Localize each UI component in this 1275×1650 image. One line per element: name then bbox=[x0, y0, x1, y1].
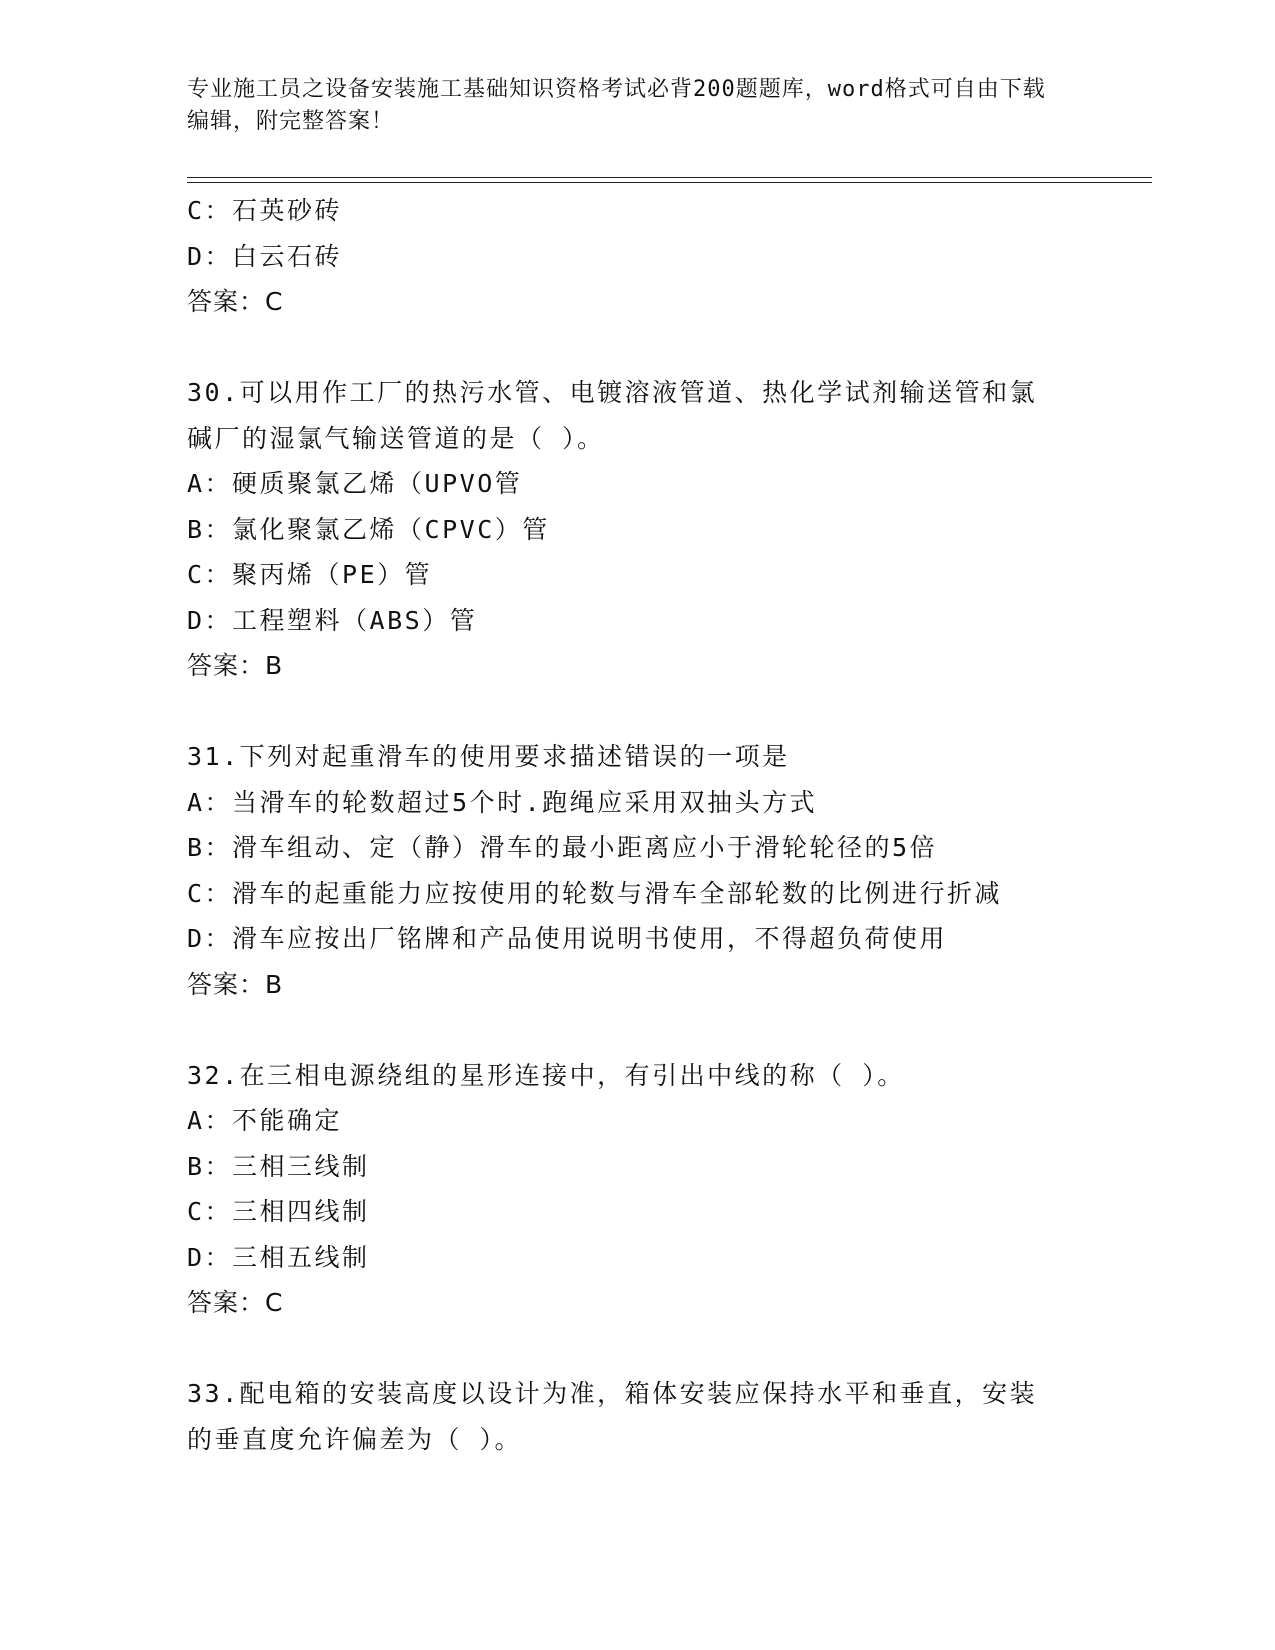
header-rule-top bbox=[187, 177, 1152, 178]
option-d: D：工程塑料（ABS）管 bbox=[187, 605, 478, 635]
option-a: A：硬质聚氯乙烯（UPVO管 bbox=[187, 469, 523, 498]
question-30 bbox=[187, 370, 1087, 689]
question-32 bbox=[187, 1053, 1087, 1326]
document-body bbox=[187, 188, 1087, 1462]
option-d: D：三相五线制 bbox=[187, 1242, 370, 1272]
option-d: D：白云石砖 bbox=[187, 241, 343, 271]
answer-line: 答案：C bbox=[187, 1288, 284, 1317]
answer-line: 答案：B bbox=[187, 969, 284, 999]
option-b: B：滑车组动、定（静）滑车的最小距离应小于滑轮轮径的5倍 bbox=[187, 833, 938, 862]
question-text: 32.在三相电源绕组的星形连接中，有引出中线的称（ ）。 bbox=[187, 1060, 905, 1090]
answer-line: 答案：B bbox=[187, 651, 284, 680]
option-c: C：聚丙烯（PE）管 bbox=[187, 560, 433, 589]
spacer bbox=[187, 1007, 1087, 1053]
option-d: D：滑车应按出厂铭牌和产品使用说明书使用，不得超负荷使用 bbox=[187, 924, 948, 953]
question-text: 的垂直度允许偏差为（ ）。 bbox=[187, 1424, 523, 1454]
spacer bbox=[187, 325, 1087, 371]
answer-line: 答案：C bbox=[187, 287, 284, 316]
option-c: C：三相四线制 bbox=[187, 1197, 370, 1226]
question-31 bbox=[187, 734, 1087, 1007]
question-text: 30.可以用作工厂的热污水管、电镀溶液管道、热化学试剂输送管和氯 bbox=[187, 378, 1038, 407]
option-c: C：石英砂砖 bbox=[187, 196, 343, 225]
option-a: A：不能确定 bbox=[187, 1106, 343, 1135]
question-text: 碱厂的湿氯气输送管道的是（ ）。 bbox=[187, 423, 605, 453]
option-b: B：三相三线制 bbox=[187, 1151, 370, 1181]
question-text: 33.配电箱的安装高度以设计为准，箱体安装应保持水平和垂直，安装 bbox=[187, 1379, 1038, 1408]
option-c: C：滑车的起重能力应按使用的轮数与滑车全部轮数的比例进行折减 bbox=[187, 878, 1003, 908]
question-29-tail bbox=[187, 188, 1087, 325]
header-rule-bottom bbox=[187, 182, 1152, 183]
option-a: A：当滑车的轮数超过5个时.跑绳应采用双抽头方式 bbox=[187, 787, 818, 817]
spacer bbox=[187, 689, 1087, 735]
spacer bbox=[187, 1326, 1087, 1372]
question-33 bbox=[187, 1371, 1087, 1462]
document-header bbox=[187, 74, 1067, 138]
option-b: B：氯化聚氯乙烯（CPVC）管 bbox=[187, 514, 550, 544]
document-title: 专业施工员之设备安装施工基础知识资格考试必背200题题库，word格式可自由下载编辑，附完整答案！ bbox=[187, 77, 1046, 134]
question-text: 31.下列对起重滑车的使用要求描述错误的一项是 bbox=[187, 742, 790, 771]
